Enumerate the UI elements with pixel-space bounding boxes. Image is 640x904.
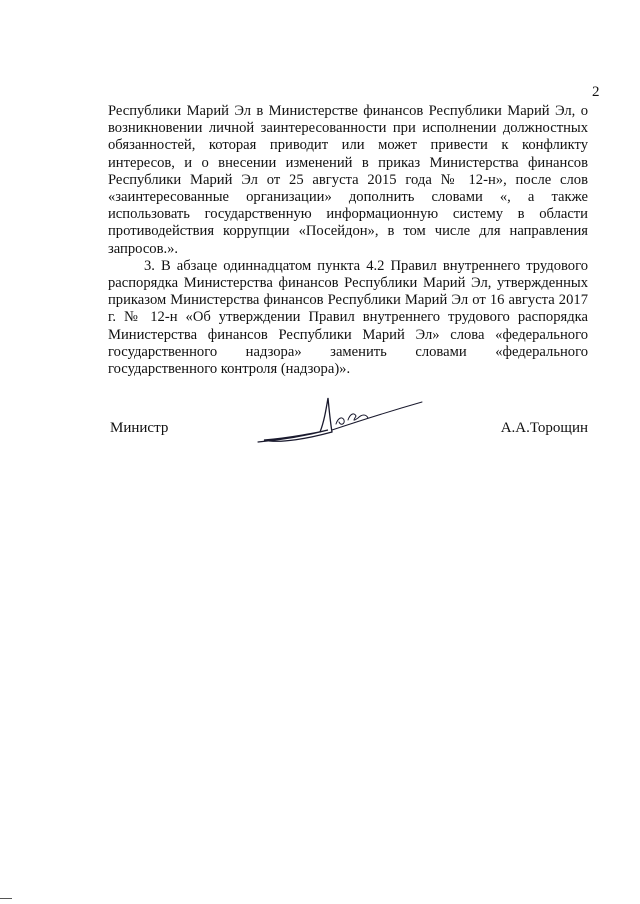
document-body bbox=[108, 103, 588, 378]
page-number: 2 bbox=[592, 84, 600, 100]
handwritten-signature bbox=[250, 392, 430, 452]
margin-mark bbox=[0, 898, 12, 899]
signatory-title: Министр bbox=[110, 420, 169, 436]
paragraph-continuation: Республики Марий Эл в Министерстве финансов Республики Марий Эл, о возникновении личной заинтересованности при исполнении должностных обязанностей, которая приводит или может привести к конфликту интересов, и о внесении изменений в приказ Министерства финансов Республики Марий Эл от 25 августа 2015 года № 12-н», после слов «заинтересованные организации» дополнить словами «, а также использовать государственную информационную систему в области противодействия коррупции «Посейдон», в том числе для направления запросов.». bbox=[108, 103, 588, 257]
paragraph-item-3: 3. В абзаце одиннадцатом пункта 4.2 Правил внутреннего трудового распорядка Министерства финансов Республики Марий Эл, утвержденных приказом Министерства финансов Республики Марий Эл от 16 августа 2017 г. № 12-н «Об утверждении Правил внутреннего трудового распорядка Министерства финансов Республики Марий Эл» слова «федерального государственного надзора» заменить словами «федерального государственного контроля (надзора)». bbox=[108, 257, 588, 378]
signatory-name: А.А.Торощин bbox=[500, 420, 588, 436]
